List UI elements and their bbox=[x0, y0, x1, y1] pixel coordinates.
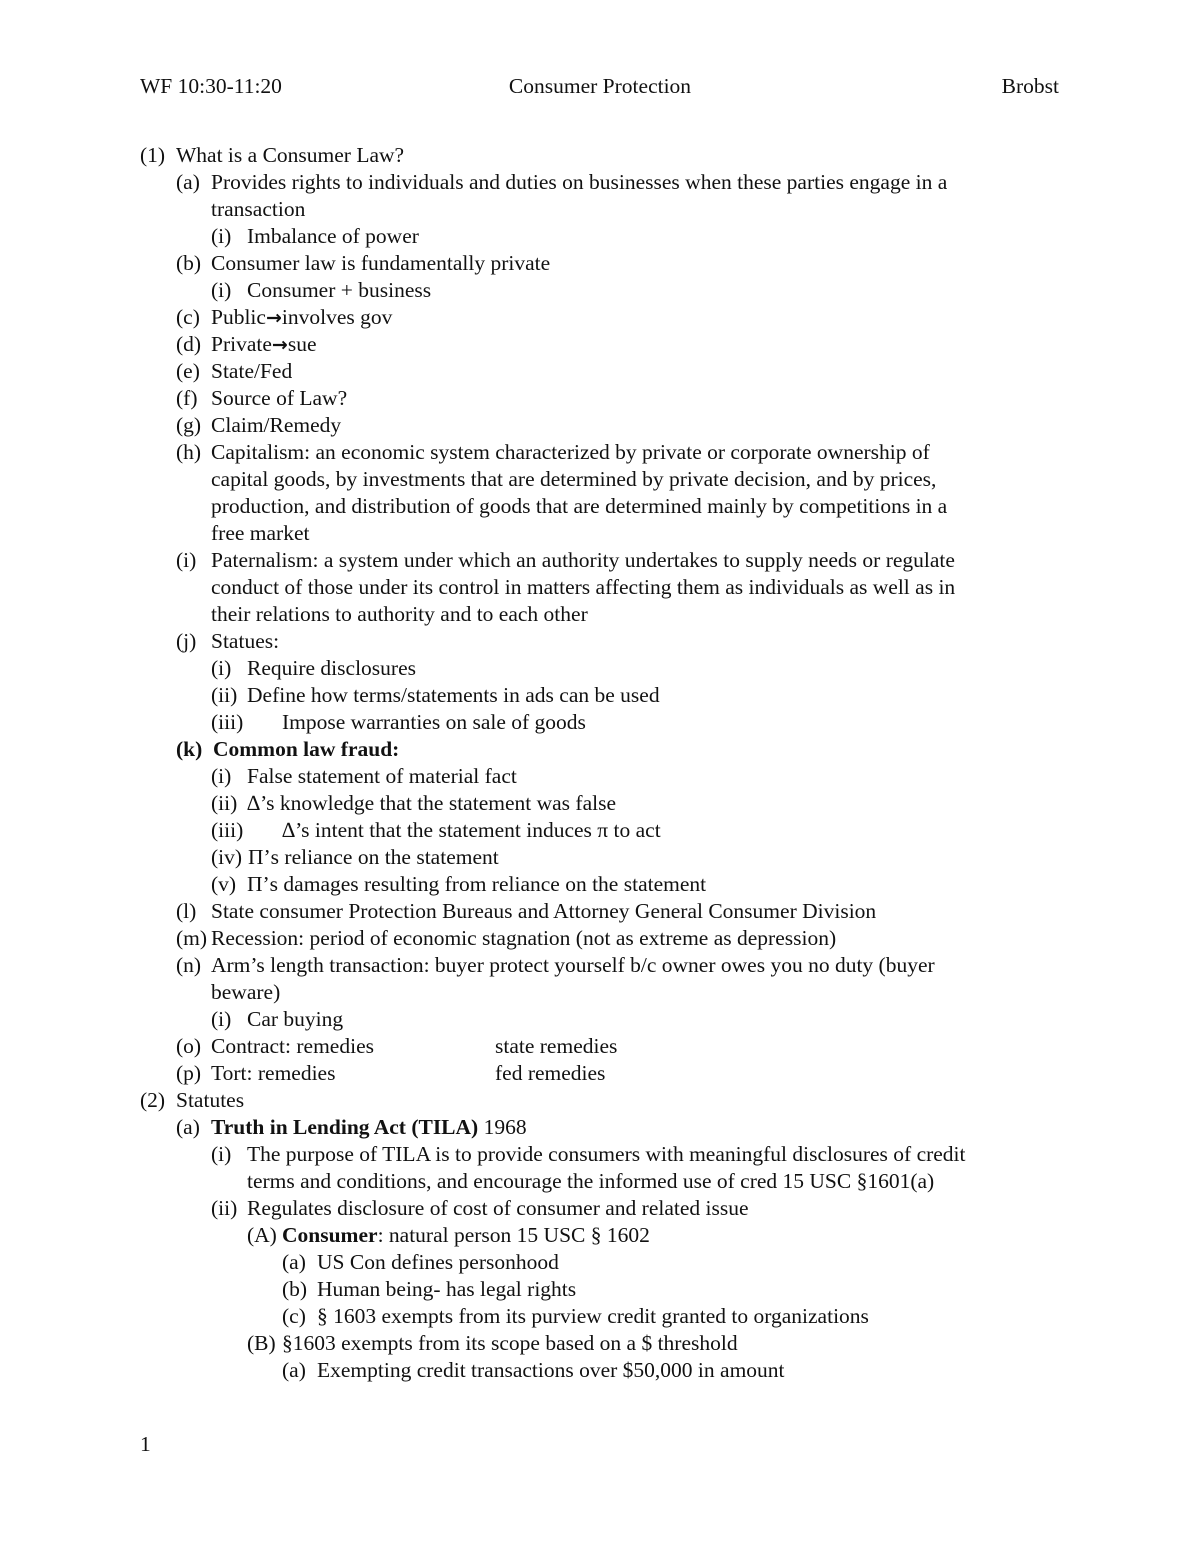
item-text: Regulates disclosure of cost of consumer and related issue bbox=[247, 1196, 749, 1220]
item-text: Define how terms/statements in ads can be used bbox=[247, 683, 660, 707]
item-marker: (ii) bbox=[211, 1196, 238, 1220]
outline-item-2a-ii-A-a bbox=[140, 1249, 1060, 1276]
outline-item-2a-ii-B-a bbox=[140, 1357, 1060, 1384]
outline-item-1h-cont bbox=[140, 466, 1060, 493]
item-text-bold: Truth in Lending Act (TILA) bbox=[211, 1115, 479, 1139]
item-second-column: fed remedies bbox=[495, 1061, 606, 1085]
item-text: 1968 bbox=[478, 1115, 527, 1139]
item-marker: (g) bbox=[176, 413, 202, 437]
item-text: Paternalism: a system under which an authority undertakes to supply needs or regulate bbox=[211, 548, 955, 572]
item-text: Contract: remedies bbox=[211, 1034, 374, 1058]
item-text: sue bbox=[287, 332, 317, 356]
outline-item-1k-v bbox=[140, 871, 1060, 898]
outline-item-1k-ii bbox=[140, 790, 1060, 817]
outline-item-1a bbox=[140, 169, 1060, 196]
item-marker: (v) bbox=[211, 872, 237, 896]
item-text: State/Fed bbox=[211, 359, 293, 383]
item-text: ∆’s intent that the statement induces π to act bbox=[282, 818, 661, 842]
outline-item-2 bbox=[140, 1087, 1060, 1114]
item-text: production, and distribution of goods that are determined mainly by competitions in a bbox=[211, 494, 948, 518]
item-text: US Con defines personhood bbox=[317, 1250, 559, 1274]
outline-item-1h bbox=[140, 439, 1060, 466]
item-text: Provides rights to individuals and duties on businesses when these parties engage in a bbox=[211, 170, 948, 194]
outline-item-1l bbox=[140, 898, 1060, 925]
item-marker: (d) bbox=[176, 332, 202, 356]
item-second-column: state remedies bbox=[495, 1034, 618, 1058]
item-marker: (e) bbox=[176, 359, 200, 383]
outline-item-1o bbox=[140, 1033, 1060, 1060]
item-marker: (p) bbox=[176, 1061, 202, 1085]
outline-item-2a-ii-A-c bbox=[140, 1303, 1060, 1330]
page-number: 1 bbox=[140, 1432, 151, 1456]
item-text: beware) bbox=[211, 980, 281, 1004]
item-marker: (b) bbox=[176, 251, 202, 275]
item-marker: (c) bbox=[176, 305, 200, 329]
outline-item-2a-ii-A bbox=[140, 1222, 1060, 1249]
outline-item-1k-iii bbox=[140, 817, 1060, 844]
item-text: §1603 exempts from its scope based on a $ threshold bbox=[282, 1331, 738, 1355]
item-marker: (b) bbox=[282, 1277, 308, 1301]
item-text: State consumer Protection Bureaus and Attorney General Consumer Division bbox=[211, 899, 877, 923]
arrow-right-icon: → bbox=[265, 307, 282, 329]
outline-item-1a-cont bbox=[140, 196, 1060, 223]
item-marker: (a) bbox=[176, 1115, 200, 1139]
outline-item-1h-cont bbox=[140, 493, 1060, 520]
outline-item-1i-cont bbox=[140, 574, 1060, 601]
item-text: Π’s damages resulting from reliance on the statement bbox=[247, 872, 707, 896]
item-marker: (i) bbox=[211, 764, 232, 788]
outline-item-1k bbox=[140, 736, 1060, 763]
outline-item-2a-i-cont bbox=[140, 1168, 1060, 1195]
header-course-time: WF 10:30-11:20 bbox=[140, 74, 282, 98]
item-marker: (f) bbox=[176, 386, 198, 410]
outline-item-1b-i bbox=[140, 277, 1060, 304]
item-text: Public bbox=[211, 305, 266, 329]
outline-item-1j-ii bbox=[140, 682, 1060, 709]
item-text: Statutes bbox=[176, 1088, 245, 1112]
item-marker: (n) bbox=[176, 953, 202, 977]
item-text: Claim/Remedy bbox=[211, 413, 342, 437]
item-marker: (c) bbox=[282, 1304, 306, 1328]
outline-item-1j-iii bbox=[140, 709, 1060, 736]
item-text: ∆’s knowledge that the statement was false bbox=[247, 791, 616, 815]
item-text: terms and conditions, and encourage the informed use of cred 15 USC §1601(a) bbox=[247, 1169, 935, 1193]
item-text: Source of Law? bbox=[211, 386, 348, 410]
item-marker: (h) bbox=[176, 440, 202, 464]
item-text: capital goods, by investments that are determined by private decision, and by prices, bbox=[211, 467, 937, 491]
outline-item-1m bbox=[140, 925, 1060, 952]
outline-item-1f bbox=[140, 385, 1060, 412]
item-marker: (o) bbox=[176, 1034, 202, 1058]
item-marker: (i) bbox=[211, 1007, 232, 1031]
item-marker: (i) bbox=[211, 278, 232, 302]
item-text: Arm’s length transaction: buyer protect yourself b/c owner owes you no duty (buyer bbox=[211, 953, 935, 977]
item-text: False statement of material fact bbox=[247, 764, 517, 788]
outline-item-1 bbox=[140, 142, 1060, 169]
outline-item-1i bbox=[140, 547, 1060, 574]
outline-item-1e bbox=[140, 358, 1060, 385]
outline-item-1c bbox=[140, 304, 1060, 331]
outline-item-1n bbox=[140, 952, 1060, 979]
item-marker: (a) bbox=[176, 170, 200, 194]
outline-item-1j bbox=[140, 628, 1060, 655]
item-marker: (iii) bbox=[211, 818, 244, 842]
outline-body bbox=[140, 142, 1060, 1384]
outline-item-1g bbox=[140, 412, 1060, 439]
item-text: Imbalance of power bbox=[247, 224, 419, 248]
item-text: Tort: remedies bbox=[211, 1061, 336, 1085]
item-text: their relations to authority and to each other bbox=[211, 602, 588, 626]
outline-item-1k-iv bbox=[140, 844, 1060, 871]
item-text: conduct of those under its control in matters affecting them as individuals as well as in bbox=[211, 575, 956, 599]
outline-item-1h-cont bbox=[140, 520, 1060, 547]
item-marker: (2) bbox=[140, 1088, 166, 1112]
outline-item-2a-i bbox=[140, 1141, 1060, 1168]
item-marker: (iii) bbox=[211, 710, 244, 734]
item-text: Consumer + business bbox=[247, 278, 432, 302]
item-text: Π’s reliance on the statement bbox=[248, 845, 499, 869]
arrow-right-icon: → bbox=[271, 334, 288, 356]
item-text: transaction bbox=[211, 197, 306, 221]
item-marker: (k) bbox=[176, 737, 203, 761]
outline-item-2a-ii bbox=[140, 1195, 1060, 1222]
item-text: What is a Consumer Law? bbox=[176, 143, 405, 167]
item-text: free market bbox=[211, 521, 310, 545]
item-text: Consumer law is fundamentally private bbox=[211, 251, 551, 275]
outline-item-1p bbox=[140, 1060, 1060, 1087]
outline-item-1j-i bbox=[140, 655, 1060, 682]
item-text: § 1603 exempts from its purview credit granted to organizations bbox=[317, 1304, 869, 1328]
item-text: Require disclosures bbox=[247, 656, 416, 680]
outline-item-1k-i bbox=[140, 763, 1060, 790]
item-text: Statues: bbox=[211, 629, 280, 653]
outline-item-1b bbox=[140, 250, 1060, 277]
item-text: Exempting credit transactions over $50,000 in amount bbox=[317, 1358, 785, 1382]
item-text: involves gov bbox=[281, 305, 393, 329]
item-text: Capitalism: an economic system characterized by private or corporate ownership of bbox=[211, 440, 930, 464]
outline-item-1d bbox=[140, 331, 1060, 358]
item-text: : natural person 15 USC § 1602 bbox=[377, 1223, 650, 1247]
item-marker: (iv) bbox=[211, 845, 243, 869]
item-text: Private bbox=[211, 332, 272, 356]
outline-item-1a-i bbox=[140, 223, 1060, 250]
item-marker: (i) bbox=[211, 1142, 232, 1166]
item-marker: (l) bbox=[176, 899, 197, 923]
item-marker: (a) bbox=[282, 1250, 306, 1274]
item-text: Human being- has legal rights bbox=[317, 1277, 577, 1301]
item-text: Car buying bbox=[247, 1007, 344, 1031]
item-text: The purpose of TILA is to provide consumers with meaningful disclosures of credit bbox=[247, 1142, 966, 1166]
item-text-bold: Consumer bbox=[282, 1223, 378, 1247]
item-marker: (A) bbox=[247, 1223, 277, 1247]
outline-item-1n-i bbox=[140, 1006, 1060, 1033]
item-marker: (i) bbox=[211, 656, 232, 680]
item-marker: (m) bbox=[176, 926, 208, 950]
item-text: Recession: period of economic stagnation (not as extreme as depression) bbox=[211, 926, 837, 950]
header-course-title: Consumer Protection bbox=[508, 74, 692, 98]
item-text: Impose warranties on sale of goods bbox=[282, 710, 586, 734]
item-marker: (B) bbox=[247, 1331, 276, 1355]
item-text: Common law fraud: bbox=[213, 737, 400, 761]
outline-item-2a-ii-A-b bbox=[140, 1276, 1060, 1303]
item-marker: (j) bbox=[176, 629, 197, 653]
item-marker: (i) bbox=[211, 224, 232, 248]
header-instructor: Brobst bbox=[1001, 74, 1059, 98]
outline-item-1i-cont bbox=[140, 601, 1060, 628]
item-marker: (i) bbox=[176, 548, 197, 572]
item-marker: (ii) bbox=[211, 683, 238, 707]
outline-item-2a bbox=[140, 1114, 1060, 1141]
item-marker: (a) bbox=[282, 1358, 306, 1382]
outline-item-1n-cont bbox=[140, 979, 1060, 1006]
item-marker: (1) bbox=[140, 143, 166, 167]
item-marker: (ii) bbox=[211, 791, 238, 815]
outline-item-2a-ii-B bbox=[140, 1330, 1060, 1357]
